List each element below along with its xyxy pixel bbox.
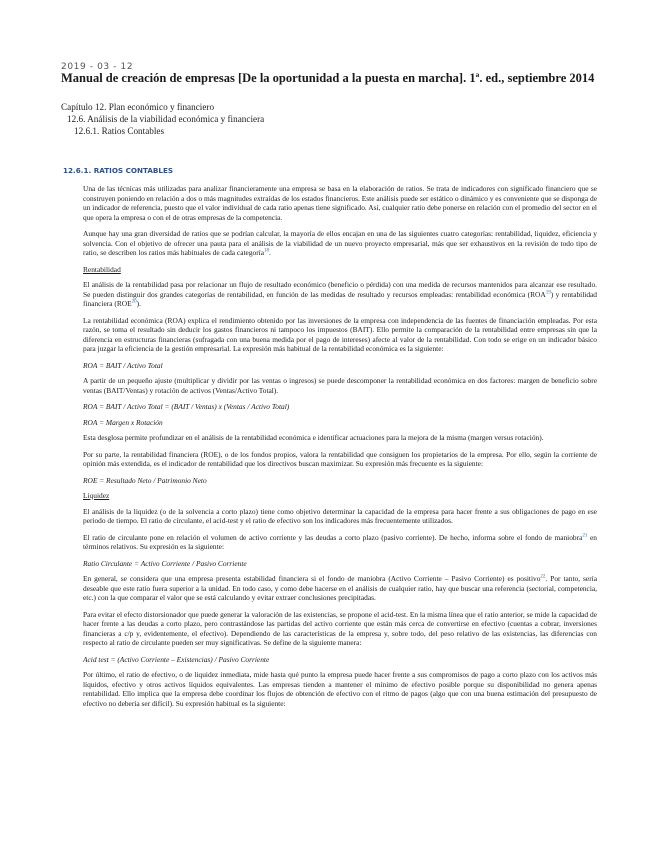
body-paragraph	[83, 610, 597, 648]
paragraph-text: A partir de un pequeño ajuste (multiplicar y dividir por las ventas o ingresos) se puede descomponer la rentabilidad económica en dos factores: margen de beneficio sobre ventas (BAIT/Ventas) y rotación de activos (Ventas/Activo Total).	[83, 376, 597, 395]
footnote-reference-link[interactable]: 18	[264, 248, 269, 254]
footnote-reference-link[interactable]: 19	[545, 290, 551, 296]
formula	[83, 476, 597, 486]
paragraph-text: Ratio Circulante = Activo Corriente / Pasivo Corriente	[83, 558, 247, 568]
paragraph-text: El análisis de la liquidez (o de la solvencia a corto plazo) tiene como objetivo determinar la capacidad de la empresa para hacer frente a sus obligaciones de pago en ese periodo de tiempo. El ratio de circulante, el acid-test y el ratio de efectivo son los indicadores más frecuentemente utilizados.	[83, 506, 597, 525]
body-paragraph	[83, 376, 597, 395]
body-paragraph	[83, 507, 597, 526]
breadcrumb-chapter: Capítulo 12. Plan económico y financiero	[61, 102, 215, 112]
paragraph-text: . Por tanto, sería deseable que este ratio fuera superior a la unidad. En todo caso, y como debe hacerse en el análisis de cualquier ratio, hay que buscar una referencia (sectorial, competencia, etc.) con la que comparar el valor que se está calculando y evitar extraer conclusiones precipitadas.	[83, 574, 598, 602]
paragraph-text: La rentabilidad económica (ROA) explica el rendimiento obtenido por las inversiones de la empresa con independencia de las fuentes de financiación empleadas. Por esta razón, se toma el resultado sin deducir los gastos financieros ni tampoco los impuestos (BAIT). Ello permite la comparación de la rentabilidad entre empresas sin que la diferencia en estructuras financieras (sufragada con una buena medida por el pago de intereses) afecte al valor de la rentabilidad. Con todo se erige en un indicador básico para juzgar la eficiencia de la gestión empresarial. La expresión más habitual de la rentabilidad económica es la siguiente:	[83, 315, 597, 353]
paragraph-text: En general, se considera que una empresa presenta estabilidad financiera si el fondo de maniobra (Activo Corriente – Pasivo Corriente) es positivo	[83, 574, 541, 583]
paragraph-text: ).	[136, 299, 141, 308]
formula	[83, 418, 597, 428]
document-title: Manual de creación de empresas [De la oportunidad a la puesta en marcha]. 1ª. ed., septiembre 2014	[61, 71, 595, 85]
subsection-heading	[83, 491, 597, 501]
formula	[83, 361, 597, 371]
footnote-reference-link[interactable]: 22	[540, 574, 546, 580]
footnote-reference-link[interactable]: 20	[131, 299, 137, 305]
paragraph-text: ROE = Resultado Neto / Patrimonio Neto	[83, 475, 207, 485]
paragraph-text: El análisis de la rentabilidad pasa por relacionar un flujo de resultado económico (beneficio o pérdida) con una medida de recursos mantenidos para alcanzar ese resultado. Se pueden distinguir dos grandes categorías de rentabilidad, en función de las medidas de resultado y recursos empleadas: rentabilidad económica (ROA	[83, 280, 597, 299]
breadcrumb-subsection: 12.6.1. Ratios Contables	[74, 126, 165, 136]
paragraph-text: Liquidez	[83, 491, 110, 500]
paragraph-text: en términos relativos. Su expresión es la siguiente:	[83, 532, 597, 551]
body-paragraph	[83, 229, 597, 258]
body-paragraph	[83, 433, 597, 443]
document-date: 2019 - 03 - 12	[61, 62, 134, 72]
paragraph-text: ROA = BAIT / Activo Total	[83, 360, 163, 370]
section-heading: 12.6.1. RATIOS CONTABLES	[63, 166, 174, 175]
body-paragraph	[83, 316, 597, 354]
body-paragraph	[83, 184, 597, 222]
body-paragraph	[83, 574, 597, 603]
paragraph-text: Rentabilidad	[83, 264, 121, 274]
paragraph-text: Por su parte, la rentabilidad financiera (ROE), o de los fondos propios, valora la rentabilidad que consiguen los propietarios de la empresa. Por ello, según la corriente de opinión más extendida, es el indicador de rentabilidad que los directivos buscan maximizar. Su expresión más frecuente es la siguiente:	[83, 449, 597, 468]
paragraph-text: Para evitar el efecto distorsionador que puede generar la valoración de las existencias, se propone el acid-test. En la misma línea que el ratio anterior, se mide la capacidad de hacer frente a las deudas a corto plazo, pero contrastándose las partidas del activo corriente que están más cerca de convertirse en efectivo (cuentas a cobrar, inversiones financieras a c/p y, evidentemente, el efectivo). Dependiendo de las características de la empresa y, sobre todo, del peso relativo de las existencias, las diferencias con respecto al ratio de circulante pueden ser muy significativas. Se define de la siguiente manera:	[83, 609, 597, 647]
paragraph-text: El ratio de circulante pone en relación el volumen de activo corriente y las deudas a corto plazo (pasivo corriente). De hecho, informa sobre el fondo de maniobra	[83, 532, 583, 542]
subsection-heading	[83, 265, 597, 275]
body-paragraph	[83, 280, 597, 309]
paragraph-text: Por último, el ratio de efectivo, o de liquidez inmediata, mide hasta qué punto la empresa puede hacer frente a sus compromisos de pago a corto plazo con los activos más líquidos, efectivo y otros activos líquidos equivalentes. Las empresas tienden a mantener el mínimo de efectivo posible porque su disponibilidad no genera apenas rentabilidad. Ello implica que la empresa debe coordinar los flujos de obtención de efectivo con el ritmo de pagos (algo que con una buena estimación del presupuesto de efectivo no debería ser difícil). Su expresión habitual es la siguiente:	[83, 670, 597, 708]
formula	[83, 402, 597, 412]
paragraph-text: ROA = BAIT / Activo Total = (BAIT / Ventas) x (Ventas / Activo Total)	[83, 402, 290, 411]
paragraph-text: Esta desglosa permite profundizar en el análisis de la rentabilidad económica e identificar actuaciones para la mejora de la misma (margen versus rotación).	[83, 433, 544, 442]
paragraph-text: Una de las técnicas más utilizadas para analizar financieramente una empresa se basa en la elaboración de ratios. Se trata de indicadores con significado financiero que se construyen poniendo en relación a dos o más magnitudes extraídas de los estados financieros. Este análisis puede ser estático o dinámico y es conveniente que se disponga de un indicador de referencia, puesto que el valor individual de cada ratio apenas tiene significado. Así, cualquier ratio debe ponerse en relación con el promedio del sector en el que opera la empresa o con el de otras empresas de la competencia.	[83, 184, 597, 222]
paragraph-text: ROA = Margen x Rotación	[83, 417, 163, 427]
body-paragraph	[83, 533, 597, 552]
footnote-reference-link[interactable]: 21	[582, 533, 588, 539]
paragraph-text: Aunque hay una gran diversidad de ratios que se podrían calcular, la mayoría de ellos encajan en una de las siguientes cuatro categorías: rentabilidad, liquidez, eficiencia y solvencia. Con el objetivo de ofrecer una pauta para el análisis de la viabilidad de un nuevo proyecto empresarial, más que ser exhaustivos en la revisión de todo tipo de ratio, se describen los ratios más habituales de cada categoría	[83, 229, 597, 257]
body-paragraph	[83, 670, 597, 708]
breadcrumb-section: 12.6. Análisis de la viabilidad económica y financiera	[67, 114, 265, 124]
formula	[83, 655, 597, 665]
body-paragraph	[83, 450, 597, 469]
document-body	[83, 184, 597, 715]
paragraph-text: Acid test = (Activo Corriente – Existencias) / Pasivo Corriente	[83, 654, 270, 664]
paragraph-text: ) y rentabilidad financiera (ROE	[83, 289, 598, 308]
paragraph-text: .	[269, 248, 271, 257]
formula	[83, 559, 597, 569]
